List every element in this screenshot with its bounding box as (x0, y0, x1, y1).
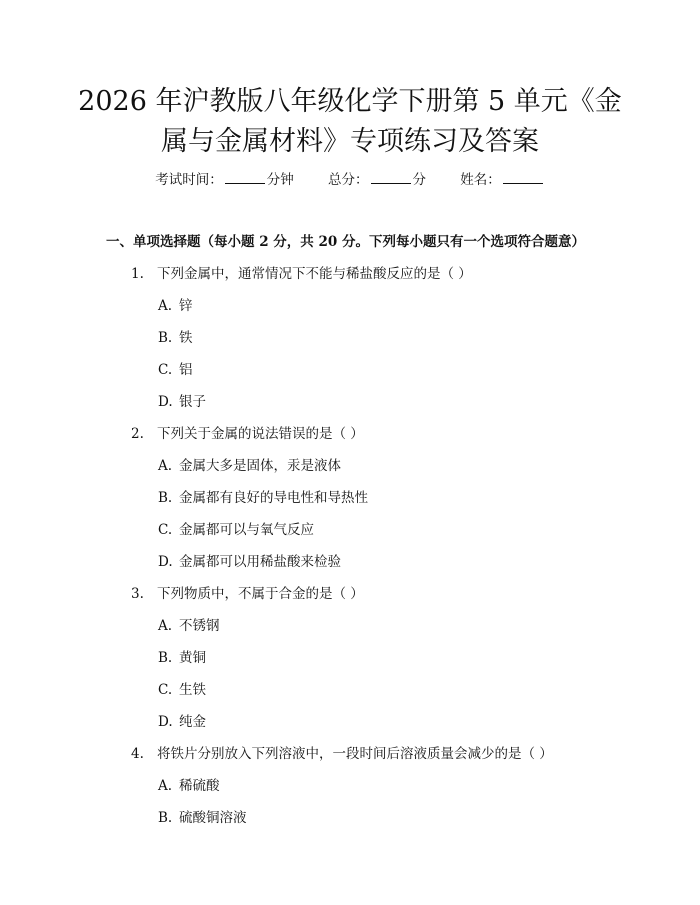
student-name-blank (503, 182, 543, 184)
option-letter: A. (158, 298, 173, 314)
option-text: 铝 (179, 362, 193, 378)
option-letter: C. (158, 362, 173, 378)
title-line-1: 2026 年沪教版八年级化学下册第 5 单元《金 (78, 86, 622, 117)
option-letter: C. (158, 682, 173, 698)
option-text: 银子 (179, 394, 206, 410)
exam-time-field (155, 172, 294, 188)
option-text: 金属都有良好的导电性和导热性 (179, 490, 368, 506)
question-number: 2. (131, 426, 144, 442)
option-2c (158, 518, 314, 538)
total-score-unit: 分 (412, 172, 426, 188)
option-letter: B. (158, 650, 173, 666)
option-text: 金属大多是固体，汞是液体 (179, 458, 341, 474)
student-name-label: 姓名： (460, 172, 501, 188)
exam-info-line (0, 168, 700, 188)
total-score-field (328, 172, 426, 188)
document-title (60, 82, 640, 162)
option-text: 硫酸铜溶液 (179, 810, 247, 826)
question-number: 4. (131, 746, 144, 762)
option-1d (158, 390, 206, 410)
option-text: 不锈钢 (179, 618, 220, 634)
option-text: 稀硫酸 (179, 778, 220, 794)
option-1c (158, 358, 193, 378)
option-letter: D. (158, 394, 173, 410)
option-text: 金属都可以与氧气反应 (179, 522, 314, 538)
option-text: 黄铜 (179, 650, 206, 666)
question-text: 下列金属中，通常情况下不能与稀盐酸反应的是（ ） (157, 266, 472, 282)
question-1 (131, 262, 472, 282)
student-name-field (460, 172, 545, 188)
exam-time-unit: 分钟 (266, 172, 294, 188)
option-text: 锌 (179, 298, 193, 314)
section-heading: 一、单项选择题（每小题 2 分，共 20 分。下列每小题只有一个选项符合题意） (106, 234, 585, 250)
title-line-2: 属与金属材料》专项练习及答案 (161, 126, 539, 157)
question-text: 下列物质中，不属于合金的是（ ） (157, 586, 364, 602)
question-2 (131, 422, 364, 442)
option-3d (158, 710, 206, 730)
option-text: 铁 (179, 330, 193, 346)
option-letter: C. (158, 522, 173, 538)
option-text: 金属都可以用稀盐酸来检验 (179, 554, 341, 570)
question-3 (131, 582, 364, 602)
exam-time-blank (225, 182, 265, 184)
total-score-blank (371, 182, 411, 184)
question-number: 3. (131, 586, 144, 602)
option-1a (158, 294, 193, 314)
option-3c (158, 678, 206, 698)
option-2d (158, 550, 341, 570)
question-4 (131, 742, 553, 762)
option-letter: D. (158, 554, 173, 570)
question-text: 下列关于金属的说法错误的是（ ） (157, 426, 364, 442)
exam-time-label: 考试时间： (155, 172, 223, 188)
option-text: 生铁 (179, 682, 206, 698)
option-letter: B. (158, 810, 173, 826)
option-letter: B. (158, 330, 173, 346)
option-1b (158, 326, 193, 346)
option-letter: A. (158, 618, 173, 634)
option-letter: D. (158, 714, 173, 730)
option-2b (158, 486, 368, 506)
option-letter: A. (158, 778, 173, 794)
option-letter: A. (158, 458, 173, 474)
total-score-label: 总分： (328, 172, 369, 188)
option-text: 纯金 (179, 714, 206, 730)
option-2a (158, 454, 341, 474)
question-text: 将铁片分别放入下列溶液中，一段时间后溶液质量会减少的是（ ） (157, 746, 553, 762)
question-number: 1. (131, 266, 144, 282)
option-3a (158, 614, 220, 634)
option-letter: B. (158, 490, 173, 506)
option-3b (158, 646, 206, 666)
option-4b (158, 806, 247, 826)
option-4a (158, 774, 220, 794)
